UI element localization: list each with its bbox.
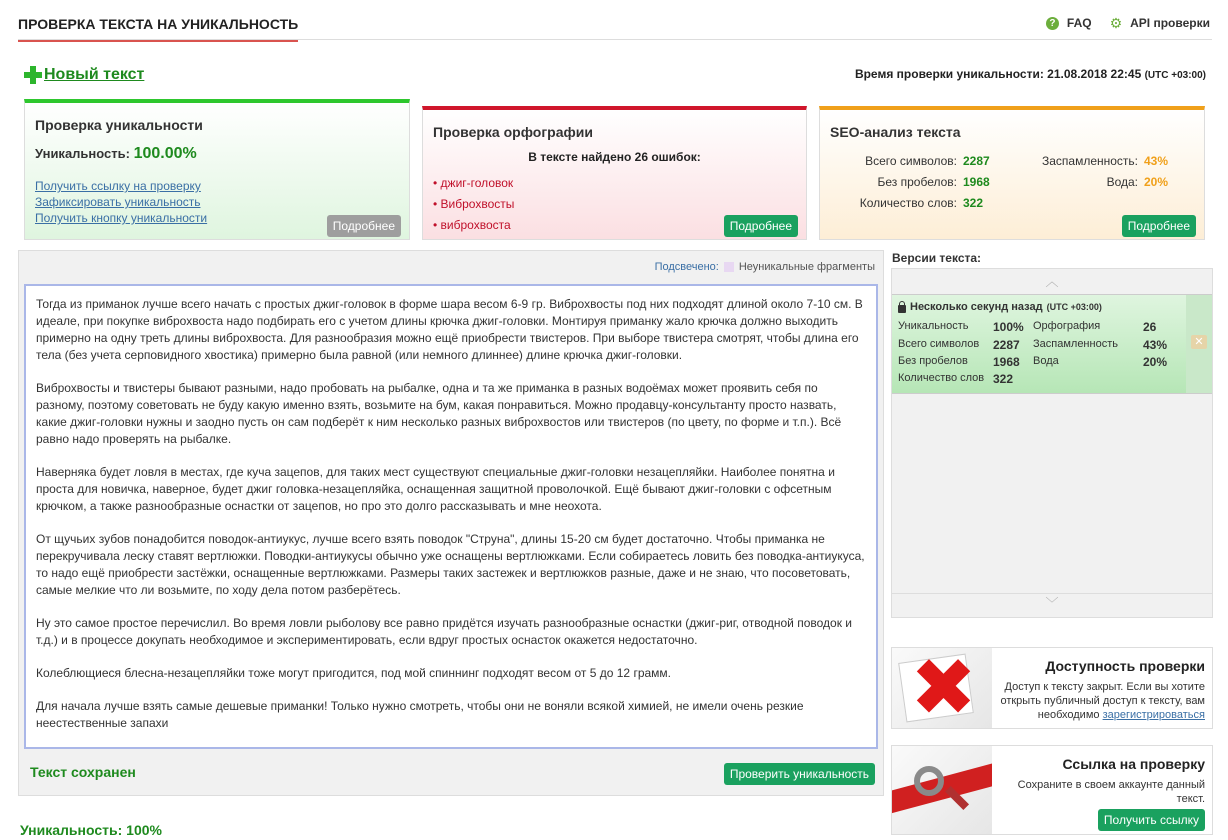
version-item[interactable] [892, 294, 1212, 394]
editor-paragraph: Ну это самое простое перечислил. Во время ловли рыболову все равно придётся изучать разнообразные оснастки (джиг-риг, отводной поводок и т.д.) и в процессе докупать необходимое и экспериментировать, если вдруг простых оснасток окажется недостаточно. [36, 616, 852, 647]
magnifier-icon [914, 766, 944, 796]
editor-paragraph: Для начала лучше взять самые дешевые приманки! Только нужно смотреть, чтобы они не воняли всякой химией, не имели очень резкие неестественные запахи [36, 699, 804, 730]
highlight-legend-text: Неуникальные фрагменты [738, 261, 875, 273]
spelling-more-button[interactable]: Подробнее [724, 215, 798, 237]
version-spam-label: Заспамленность [1033, 338, 1118, 350]
versions-title: Версии текста: [892, 251, 982, 265]
editor-paragraph: Наверняка будет ловля в местах, где куча зацепов, для таких мест существуют специальные джиг-головки незацепляйки. Наиболее понятна и проста для новичка, наверное, будет джиг головка-незацепляйка, оснащенная защитной проволочкой. Ещё бывают джиг-головки с офсетным крючком, а также разнообразные оснастки от зацепов, но про это долго рассказывать и мне неохота. [36, 465, 835, 513]
spelling-error-item[interactable]: • джиг-головок [433, 176, 514, 190]
seo-spam-value: 43% [1144, 154, 1169, 168]
editor-paragraph: От щучьих зубов понадобится поводок-антиукус, лучше всего взять поводок "Струна", длины 15-20 см будет достаточно. Чтобы приманка не перекручивала леску ставят вертлюжки. Поводки-антиукусы обычно уже оснащены вертлюжками. Если собираетесь ловить без поводка-антиукуса, то надо ещё приобрести застёжки, оснащенные вертлюжками. Размеры таких застежек и вертлюжков разные, даже и не знаю, что посоветовать, самые мелкие что ли возьмите, по ходу дела потом разберётесь. [36, 532, 865, 597]
plus-icon [24, 66, 42, 84]
spelling-error-list [433, 176, 514, 232]
version-chars-value: 2287 [993, 338, 1020, 352]
versions-down-arrow[interactable]: ﹀ [1045, 596, 1059, 611]
uniqueness-links [35, 179, 207, 225]
gear-icon: ⚙ [1109, 15, 1123, 31]
uniqueness-line [35, 145, 197, 163]
lock-icon [898, 305, 906, 313]
uniqueness-card [24, 99, 410, 240]
version-uniq-label: Уникальность [898, 320, 969, 332]
spelling-card-title: Проверка орфографии [433, 124, 593, 140]
seo-more-button[interactable]: Подробнее [1122, 215, 1196, 237]
seo-spam-label: Заспамленность: [1041, 154, 1138, 168]
register-link[interactable]: зарегистрироваться [1102, 709, 1205, 721]
version-uniq-value: 100% [993, 320, 1024, 334]
faq-label: FAQ [1066, 16, 1092, 30]
highlight-legend [655, 261, 875, 273]
header [18, 0, 1212, 40]
versions-list [891, 268, 1213, 618]
link-card-desc: Сохраните в своем аккаунте данный текст. [1017, 779, 1205, 805]
link-thumbnail [892, 746, 992, 834]
editor-paragraph: Колеблющиеся блесна-незацепляйки тоже могут пригодится, под мой спиннинг подходят весом от 5 до 12 грамм. [36, 666, 671, 680]
faq-link[interactable] [1046, 16, 1092, 30]
uniqueness-value: 100.00% [133, 145, 197, 162]
version-item-head [898, 301, 1102, 313]
check-time-label: Время проверки уникальности: 21.08.2018 22:45 [854, 67, 1142, 81]
spelling-card [422, 106, 807, 240]
version-water-label: Вода [1033, 355, 1059, 367]
version-spam-value: 43% [1143, 338, 1168, 352]
seo-words-value: 322 [963, 196, 984, 210]
highlight-swatch [724, 262, 734, 272]
seo-card [819, 106, 1205, 240]
uniqueness-card-title: Проверка уникальности [35, 117, 203, 133]
version-nospace-value: 1968 [993, 355, 1020, 369]
highlight-label: Подсвечено: [654, 261, 719, 273]
get-link-button[interactable]: Получить ссылку [1098, 809, 1205, 831]
new-text-link[interactable] [24, 66, 144, 84]
seo-words-label: Количество слов: [859, 196, 957, 210]
version-chars-label: Всего символов [898, 338, 980, 350]
version-nospace-label: Без пробелов [898, 355, 968, 367]
version-time: Несколько секунд назад [910, 301, 1043, 313]
version-water-value: 20% [1143, 355, 1168, 369]
seo-no-spaces-label: Без пробелов: [877, 175, 957, 189]
version-delete-area [1186, 295, 1212, 393]
link-card [891, 745, 1213, 835]
check-time [855, 67, 1206, 81]
version-tz: (UTC +03:00) [1046, 302, 1102, 312]
saved-status: Текст сохранен [30, 764, 136, 780]
text-editor[interactable] [24, 284, 878, 749]
page-title: ПРОВЕРКА ТЕКСТА НА УНИКАЛЬНОСТЬ [18, 16, 298, 42]
uniqueness-label: Уникальность: [35, 146, 130, 161]
spelling-summary: В тексте найдено 26 ошибок: [528, 150, 701, 164]
access-card-desc-text: Доступ к тексту закрыт. Если вы хотите открыть публичный доступ к тексту, вам необходимо [1000, 681, 1205, 721]
versions-up-arrow[interactable]: ︿ [1045, 274, 1059, 289]
editor-panel [18, 250, 884, 796]
api-label: API проверки [1130, 16, 1210, 30]
spelling-error-item[interactable]: • Виброхвосты [433, 197, 514, 211]
bottom-uniqueness: Уникальность: 100% [20, 822, 162, 838]
uniqueness-more-button[interactable]: Подробнее [327, 215, 401, 237]
version-spell-label: Орфография [1033, 320, 1101, 332]
check-time-tz: (UTC +03:00) [1144, 70, 1206, 81]
access-card-title: Доступность проверки [1045, 658, 1205, 674]
cross-icon: ✖ [910, 648, 978, 728]
delete-icon[interactable]: ✕ [1191, 335, 1207, 349]
fix-uniqueness-link[interactable]: Зафиксировать уникальность [35, 195, 201, 209]
version-words-label: Количество слов [898, 372, 985, 384]
version-spell-value: 26 [1143, 320, 1157, 334]
get-check-link[interactable]: Получить ссылку на проверку [35, 179, 201, 193]
question-icon: ? [1046, 17, 1059, 30]
seo-total-chars-value: 2287 [963, 154, 990, 168]
seo-no-spaces-value: 1968 [963, 175, 990, 189]
seo-total-chars-label: Всего символов: [865, 154, 957, 168]
seo-water-label: Вода: [1106, 175, 1138, 189]
new-text-label: Новый текст [44, 66, 145, 83]
version-words-value: 322 [993, 372, 1014, 386]
seo-card-title: SEO-анализ текста [830, 124, 961, 140]
check-uniqueness-button[interactable]: Проверить уникальность [724, 763, 875, 785]
editor-paragraph: Тогда из приманок лучше всего начать с простых джиг-головок в форме шара весом 6-9 гр. Виброхвосты под них подходят длиной около 7-10 см. В идеале, при покупке виброхвоста надо подбирать его с учетом длины крючка джиг-головки. Монтируя приманку жало крючка должно выходить примерно на одну треть длины виброхвоста. Для разнообразия можно ещё приобрести твистеров. При выборе твистера смотрят, чтобы длина его тела (без учета серповидного хвостика) примерно была равной (или немного длиннее) длине крючка джиг-головки. [36, 297, 863, 362]
seo-water-value: 20% [1144, 175, 1169, 189]
top-links [1046, 16, 1210, 30]
access-thumbnail [892, 648, 992, 728]
get-uniqueness-button-link[interactable]: Получить кнопку уникальности [35, 211, 208, 225]
spelling-error-item[interactable]: • виброхвоста [433, 218, 514, 232]
access-card-desc [995, 680, 1205, 722]
editor-paragraph: Виброхвосты и твистеры бывают разными, надо пробовать на рыбалке, одна и та же приманка в разных водоёмах может проявить себя по разному, поэтому советовать не буду какую именно взять, возьмите на бум, какая понравиться. Можно продавцу-консультанту просто назвать, какие джиг-головки нужны и заодно пусть он сам подберёт к ним несколько разных виброхвостов или твистеров (по цвету, по форме и т.п.). Всё равно надо проверять на рыбалке. [36, 381, 842, 446]
access-card [891, 647, 1213, 729]
link-card-title: Ссылка на проверку [1062, 756, 1205, 772]
api-link[interactable] [1110, 16, 1210, 30]
